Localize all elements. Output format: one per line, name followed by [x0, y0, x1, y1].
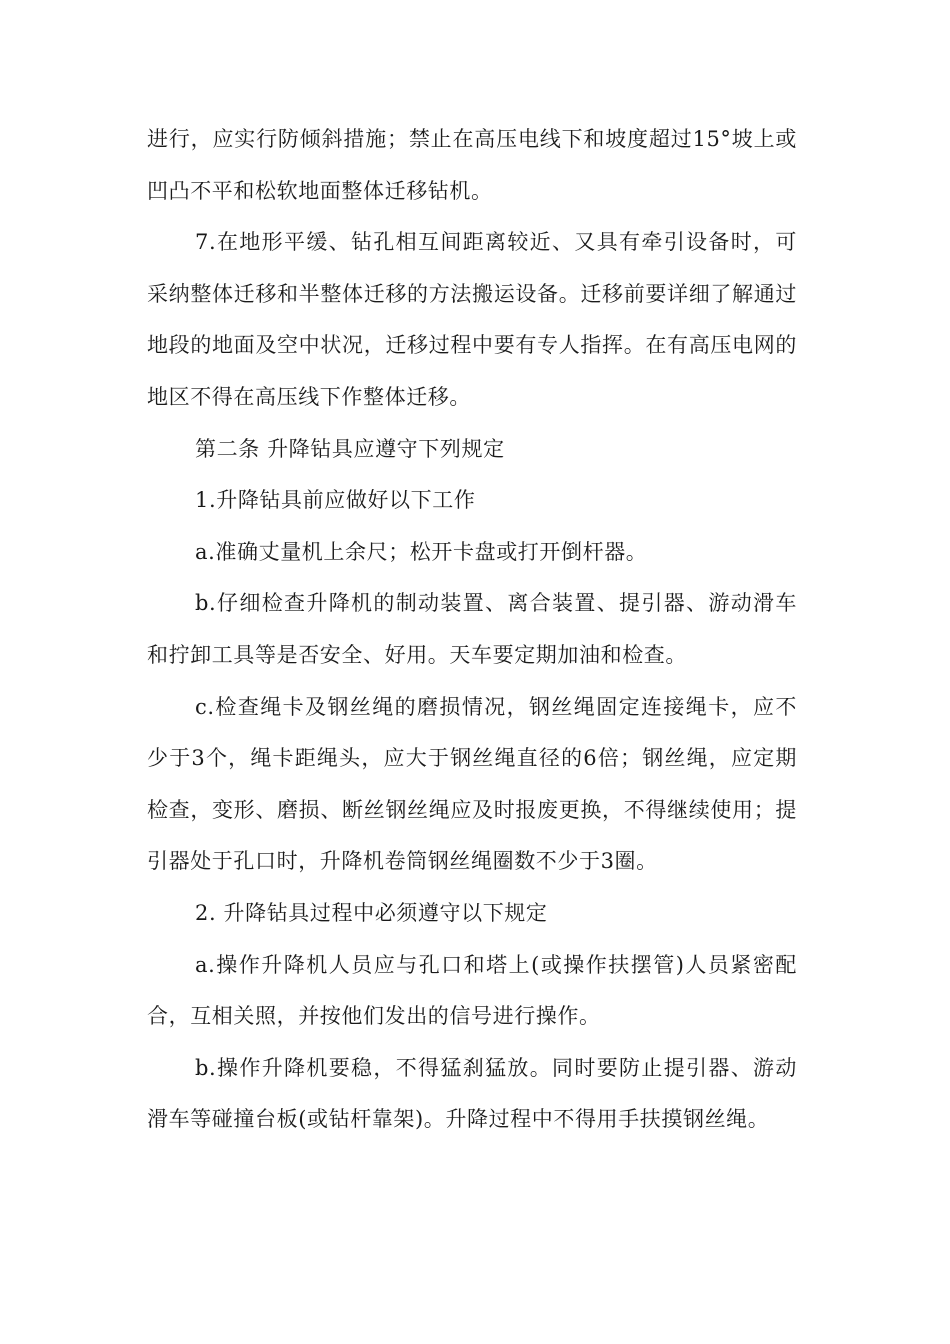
subheading-1: 1.升降钻具前应做好以下工作	[195, 488, 476, 513]
subheading-2: 2. 升降钻具过程中必须遵守以下规定	[195, 900, 548, 925]
paragraph-1b: b.仔细检查升降机的制动装置、离合装置、提引器、游动滑车和拧卸工具等是否安全、好用。天车要定期加油和检查。	[147, 591, 797, 667]
paragraph-continuation: 进行，应实行防倾斜措施；禁止在高压电线下和坡度超过15°坡上或凹凸不平和松软地面整体迁移钻机。	[147, 127, 797, 203]
document-body	[147, 114, 797, 1146]
paragraph-2a: a.操作升降机人员应与孔口和塔上(或操作扶摆管)人员紧密配合，互相关照，并按他们发出的信号进行操作。	[147, 952, 797, 1029]
paragraph-1c: c.检查绳卡及钢丝绳的磨损情况，钢丝绳固定连接绳卡，应不少于3个，绳卡距绳头，应大于钢丝绳直径的6倍；钢丝绳，应定期检查，变形、磨损、断丝钢丝绳应及时报废更换，不得继续使用；提引器处于孔口时，升降机卷筒钢丝绳圈数不少于3圈。	[147, 694, 797, 874]
section-heading: 第二条 升降钻具应遵守下列规定	[195, 436, 505, 461]
paragraph-item-7: 7.在地形平缓、钻孔相互间距离较近、又具有牵引设备时，可采纳整体迁移和半整体迁移的方法搬运设备。迁移前要详细了解通过地段的地面及空中状况，迁移过程中要有专人指挥。在有高压电网的地区不得在高压线下作整体迁移。	[147, 230, 797, 409]
paragraph-2b: b.操作升降机要稳，不得猛刹猛放。同时要防止提引器、游动滑车等碰撞台板(或钻杆靠架)。升降过程中不得用手扶摸钢丝绳。	[147, 1055, 797, 1132]
paragraph-1a: a.准确丈量机上余尺；松开卡盘或打开倒杆器。	[195, 539, 648, 564]
